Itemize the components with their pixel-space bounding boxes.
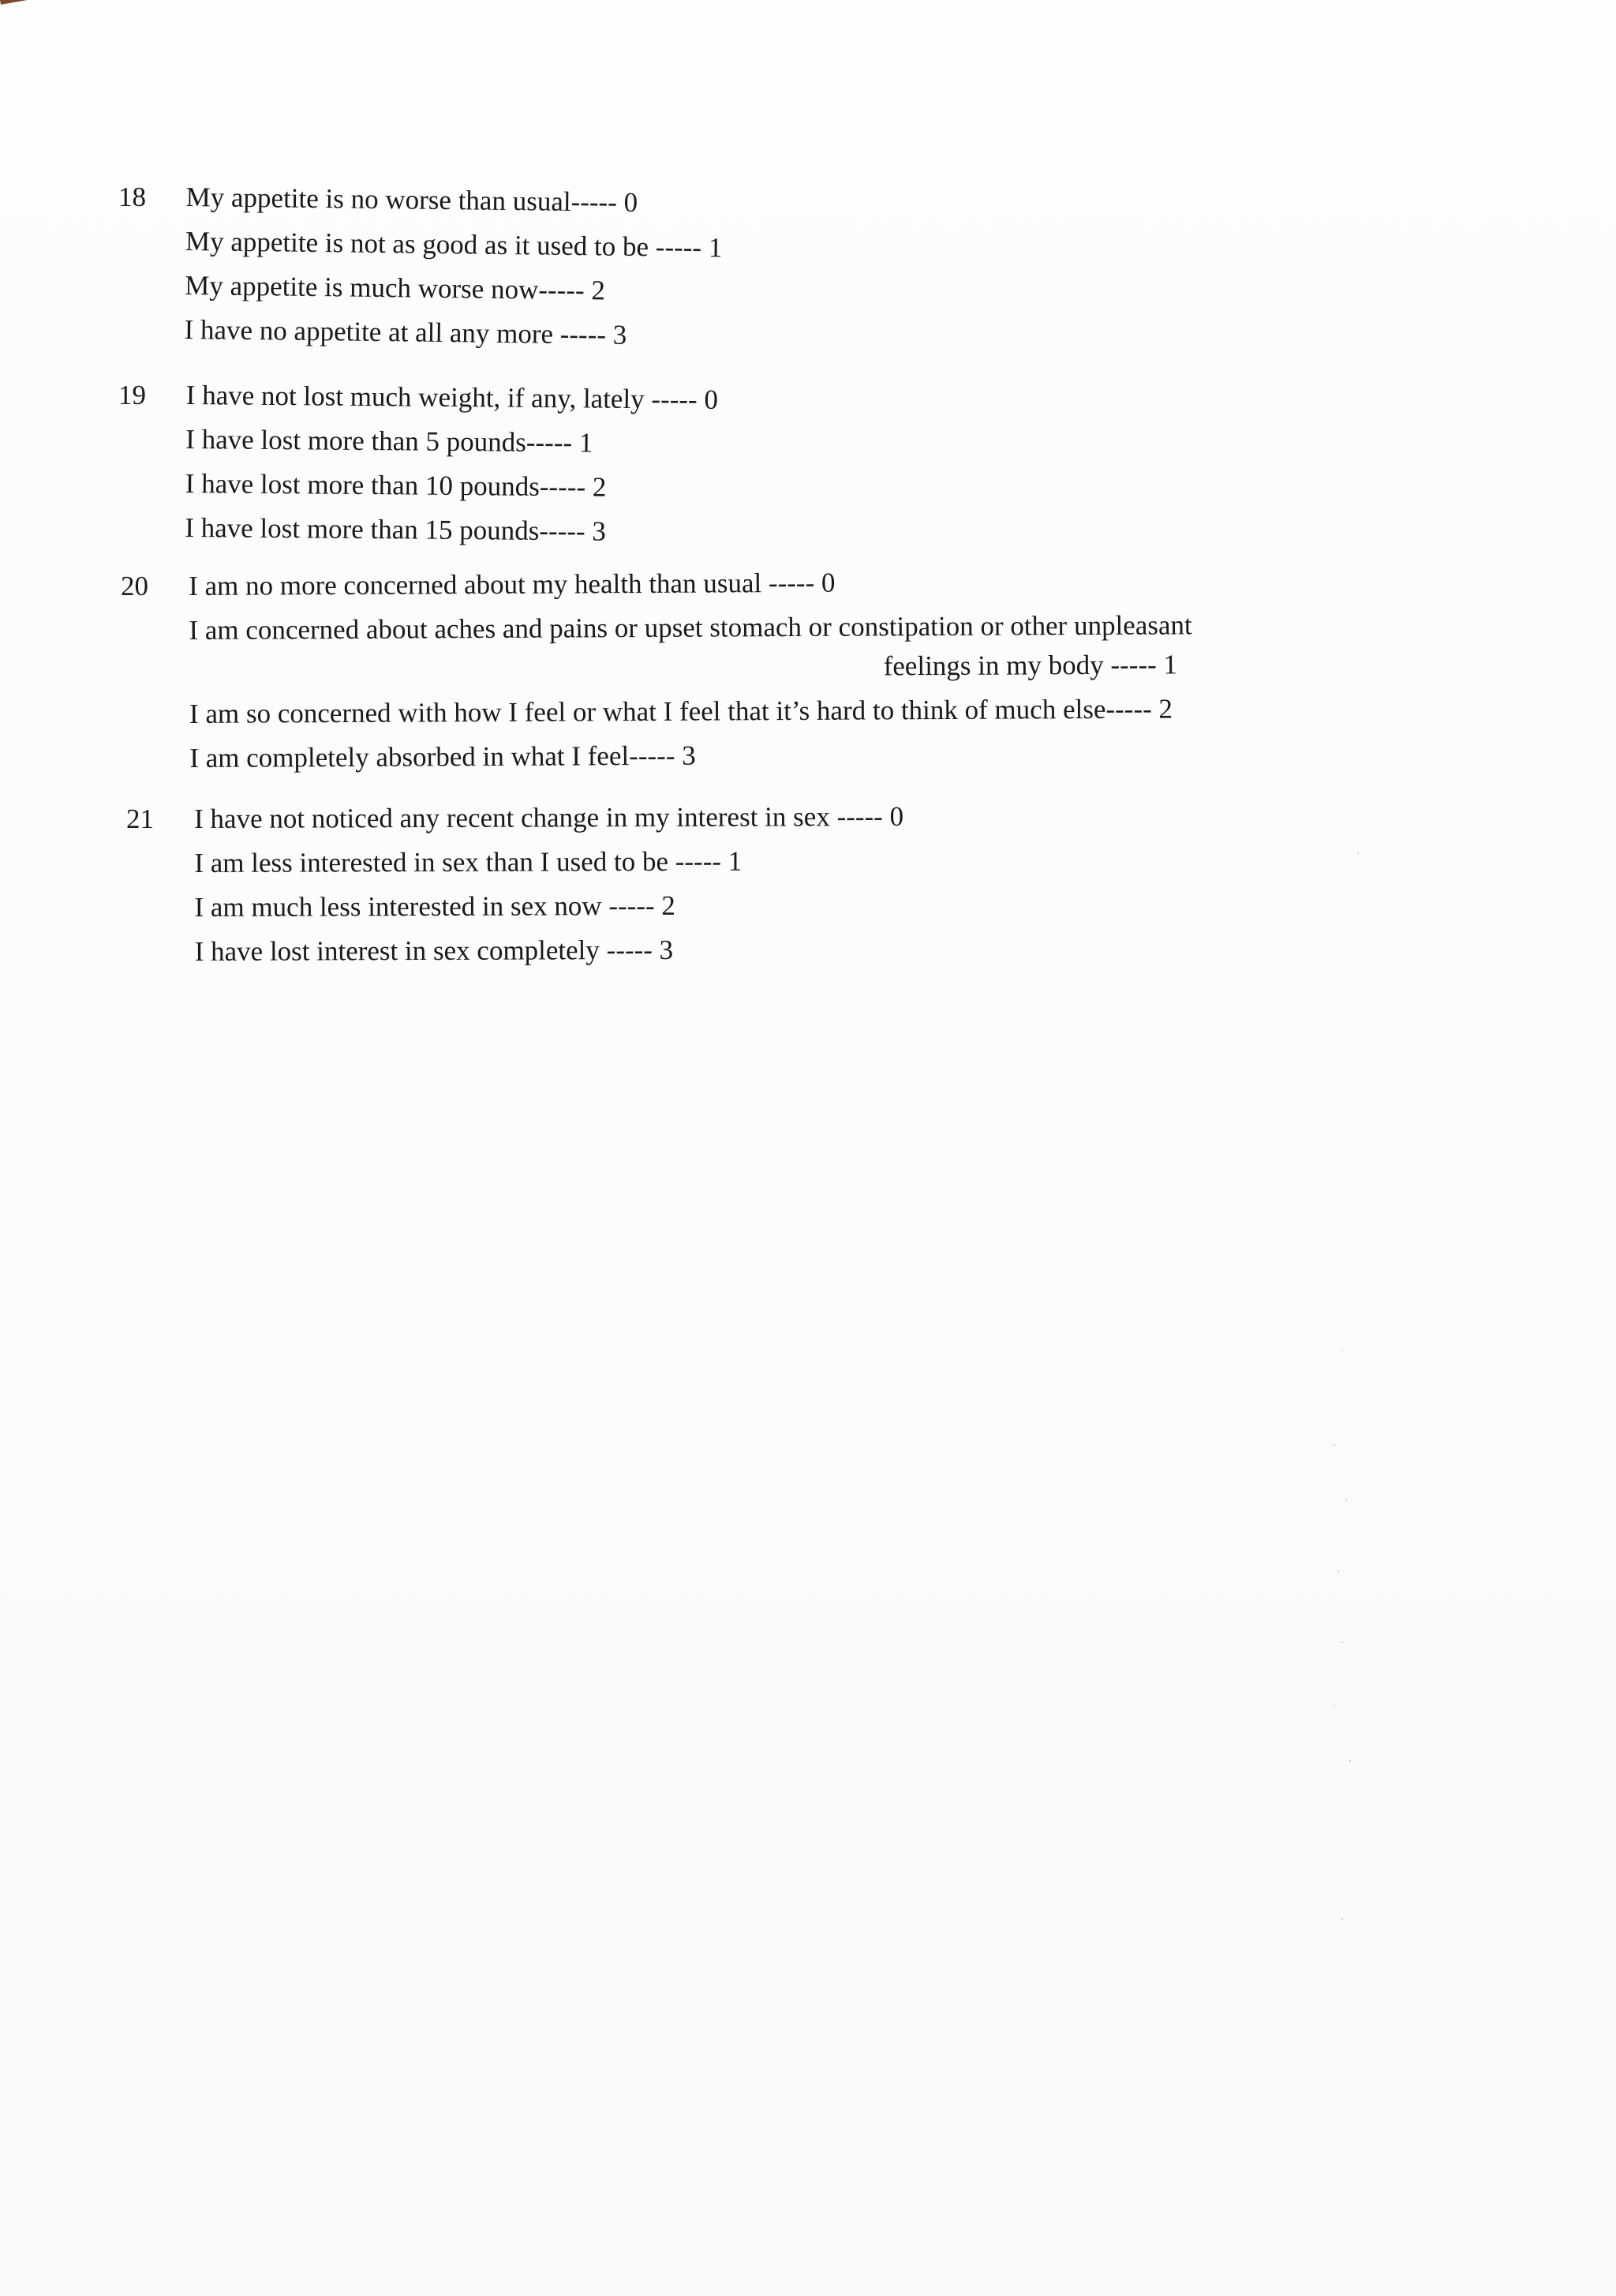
scan-speck <box>1337 1571 1339 1572</box>
question-number: 19 <box>118 380 146 410</box>
question-options <box>189 557 1491 781</box>
option-2: I am much less interested in sex now ----- 2 <box>194 890 675 923</box>
option-0: I have not lost much weight, if any, lately ----- 0 <box>185 379 719 415</box>
option-3: I have lost more than 15 pounds----- 3 <box>185 511 607 547</box>
option-1: I am concerned about aches and pains or upset stomach or constipation or other unpleasant <box>189 609 1192 646</box>
option-2: I am so concerned with how I feel or what I feel that it’s hard to think of much else----- 2 <box>189 693 1173 729</box>
option-0: I am no more concerned about my health than usual ----- 0 <box>189 567 836 601</box>
option-2: I have lost more than 10 pounds----- 2 <box>185 467 607 503</box>
option-0: My appetite is no worse than usual----- 0 <box>185 181 638 218</box>
question-number: 20 <box>121 571 148 601</box>
option-3: I have lost interest in sex completely ----- 3 <box>194 934 674 967</box>
question-number: 18 <box>118 182 146 212</box>
scan-speck <box>1334 1444 1335 1446</box>
option-1: I am less interested in sex than I used to be ----- 1 <box>194 845 743 878</box>
option-3: I have no appetite at all any more ----- 3 <box>184 313 627 350</box>
question-number: 21 <box>126 803 154 834</box>
scan-speck <box>1341 1642 1343 1643</box>
question-options <box>184 175 1488 368</box>
scan-speck <box>1349 1760 1351 1762</box>
option-2: My appetite is much worse now----- 2 <box>185 269 606 306</box>
option-3: I am completely absorbed in what I feel----- 3 <box>189 740 696 773</box>
option-1-continuation: feelings in my body ----- 1 <box>883 649 1178 682</box>
question-options <box>194 792 1497 974</box>
option-1: I have lost more than 5 pounds----- 1 <box>185 423 593 459</box>
question-options <box>185 373 1488 561</box>
scan-speck <box>1357 852 1359 854</box>
scan-speck <box>1334 1705 1335 1706</box>
scan-speck <box>1341 1350 1343 1351</box>
option-1: My appetite is not as good as it used to be ----- 1 <box>185 225 723 264</box>
scan-speck <box>1345 1500 1347 1501</box>
page-corner-mark <box>0 0 32 5</box>
scan-speck <box>1341 1918 1343 1920</box>
option-0: I have not noticed any recent change in my interest in sex ----- 0 <box>194 800 904 834</box>
